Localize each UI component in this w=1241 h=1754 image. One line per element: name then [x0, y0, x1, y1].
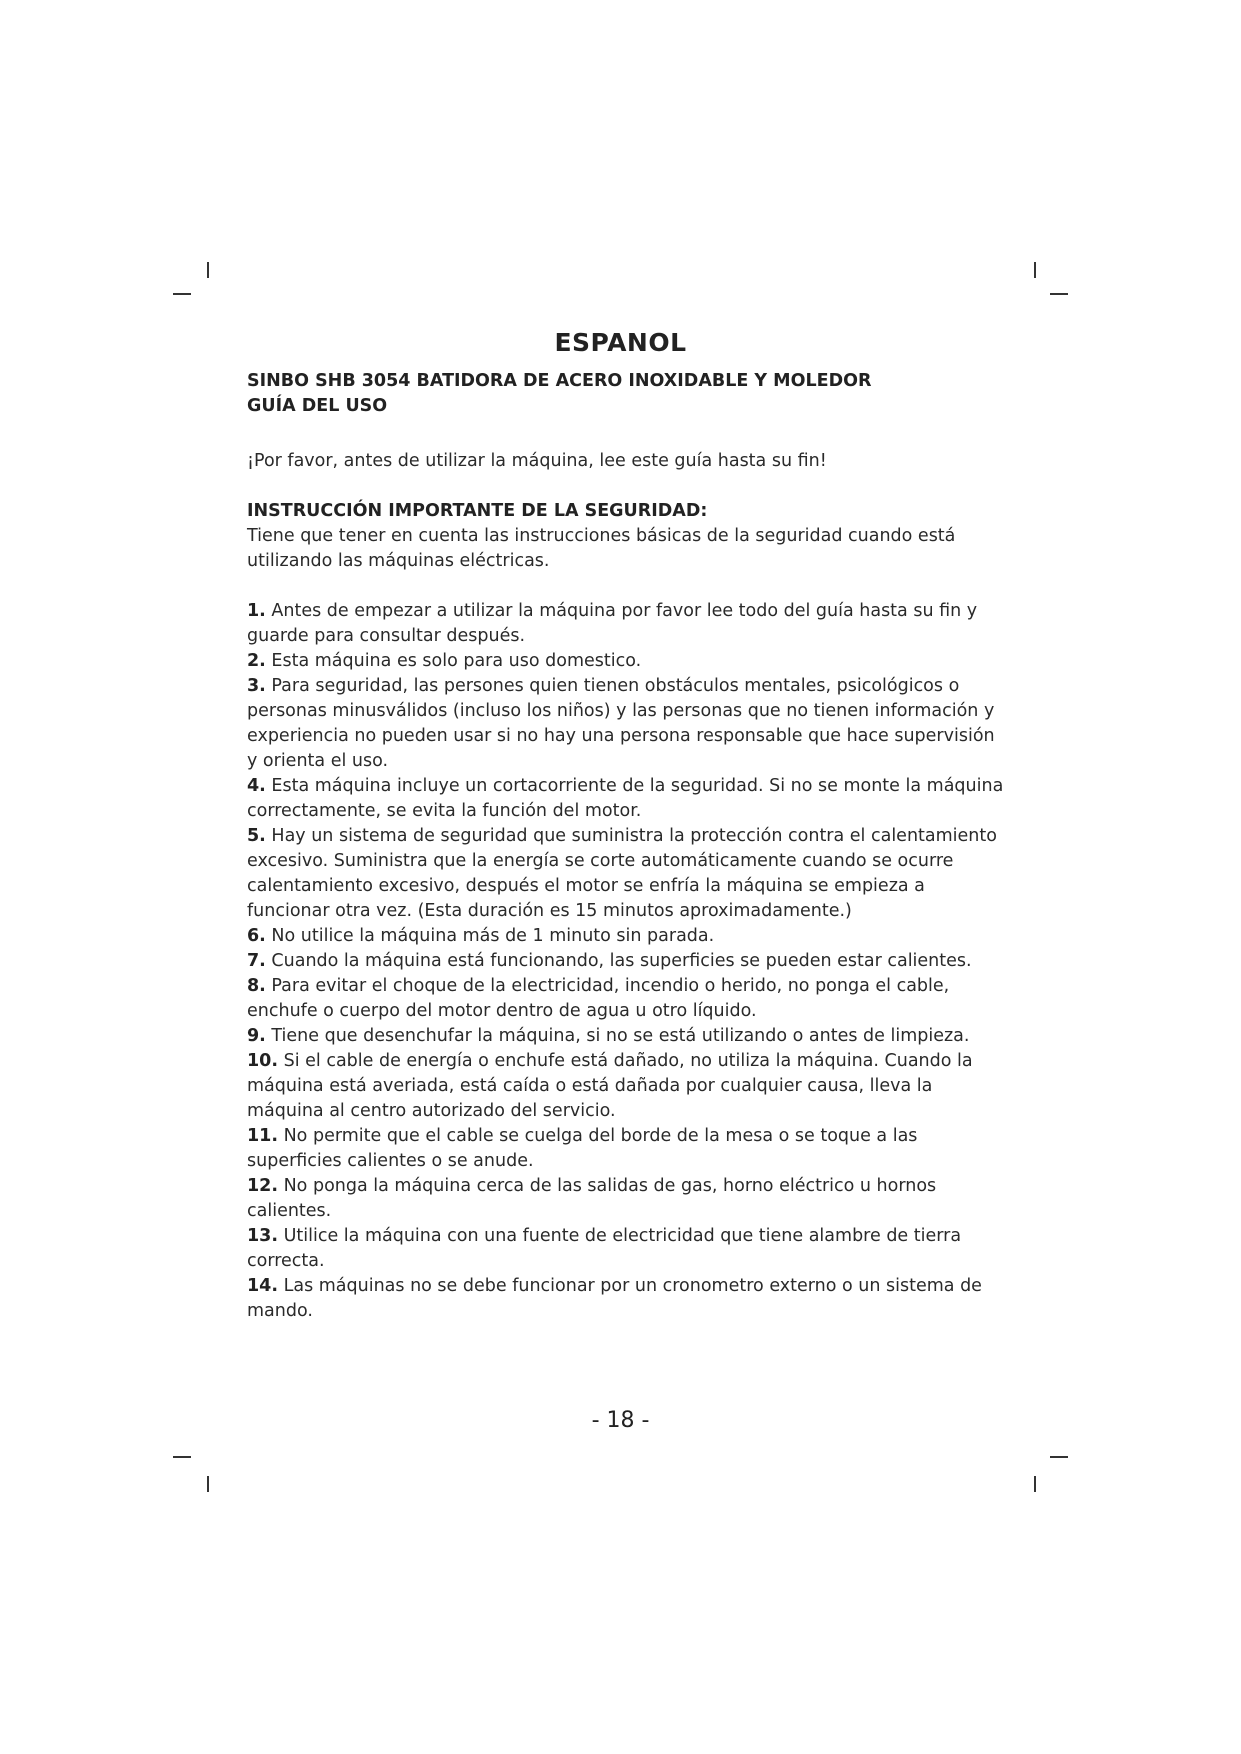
instruction-item	[247, 1024, 1007, 1049]
instruction-text: No permite que el cable se cuelga del borde de la mesa o se toque a las superficies calientes o se anude.	[247, 1126, 918, 1171]
instruction-item	[247, 674, 1007, 774]
instruction-number: 4.	[247, 776, 266, 796]
instruction-item	[247, 949, 1007, 974]
instruction-number: 6.	[247, 926, 266, 946]
instruction-number: 13.	[247, 1226, 279, 1246]
page-heading: ESPANOL	[554, 328, 687, 357]
instruction-text: Cuando la máquina está funcionando, las superficies se pueden estar calientes.	[271, 951, 972, 971]
instruction-text: Hay un sistema de seguridad que suministra la protección contra el calentamiento excesivo. Suministra que la energía se corte automáticamente cuando se ocurre calentamiento excesivo, después el motor se enfría la máquina se empieza a funcionar otra vez. (Esta duración es 15 minutos aproximadamente.)	[247, 826, 997, 921]
instruction-list	[247, 599, 1007, 1324]
instruction-item	[247, 1124, 1007, 1174]
instruction-number: 7.	[247, 951, 266, 971]
instruction-text: Para evitar el choque de la electricidad, incendio o herido, no ponga el cable, enchufe o cuerpo del motor dentro de agua u otro líquido.	[247, 976, 950, 1021]
instruction-number: 5.	[247, 826, 266, 846]
instruction-number: 1.	[247, 601, 266, 621]
document-title-line-1: SINBO SHB 3054 BATIDORA DE ACERO INOXIDABLE Y MOLEDOR	[247, 371, 872, 391]
instruction-item	[247, 974, 1007, 1024]
instruction-item	[247, 649, 1007, 674]
crop-mark-top-left-vertical	[207, 262, 209, 278]
document-title	[247, 369, 1007, 419]
instruction-text: Las máquinas no se debe funcionar por un cronometro externo o un sistema de mando.	[247, 1276, 982, 1321]
instruction-number: 12.	[247, 1176, 279, 1196]
instruction-number: 2.	[247, 651, 266, 671]
crop-mark-top-right-vertical	[1034, 262, 1036, 278]
instruction-text: Esta máquina es solo para uso domestico.	[271, 651, 642, 671]
instruction-text: Tiene que desenchufar la máquina, si no se está utilizando o antes de limpieza.	[271, 1026, 970, 1046]
instruction-text: Antes de empezar a utilizar la máquina por favor lee todo del guía hasta su fin y guarde para consultar después.	[247, 601, 978, 646]
safety-text: Tiene que tener en cuenta las instrucciones básicas de la seguridad cuando está utilizando las máquinas eléctricas.	[247, 526, 956, 571]
instruction-item	[247, 1049, 1007, 1124]
crop-mark-bottom-left-horizontal	[173, 1456, 191, 1458]
instruction-number: 14.	[247, 1276, 279, 1296]
intro-text: ¡Por favor, antes de utilizar la máquina, lee este guía hasta su fin!	[247, 451, 827, 471]
instruction-item	[247, 774, 1007, 824]
instruction-item	[247, 1224, 1007, 1274]
instruction-item	[247, 599, 1007, 649]
crop-mark-top-left-horizontal	[173, 293, 191, 295]
instruction-number: 8.	[247, 976, 266, 996]
instruction-item	[247, 1174, 1007, 1224]
safety-heading: INSTRUCCIÓN IMPORTANTE DE LA SEGURIDAD:	[247, 501, 708, 521]
instruction-item	[247, 1274, 1007, 1324]
crop-mark-bottom-right-horizontal	[1050, 1456, 1068, 1458]
instruction-text: Esta máquina incluye un cortacorriente de la seguridad. Si no se monte la máquina correctamente, se evita la función del motor.	[247, 776, 1004, 821]
page-number: - 18 -	[591, 1408, 650, 1433]
instruction-text: Para seguridad, las persones quien tienen obstáculos mentales, psicológicos o personas minusválidos (incluso los niños) y las personas que no tienen información y experiencia no pueden usar si no hay una persona responsable que hace supervisión y orienta el uso.	[247, 676, 995, 771]
instruction-text: No utilice la máquina más de 1 minuto sin parada.	[271, 926, 715, 946]
document-title-line-2: GUÍA DEL USO	[247, 396, 388, 416]
instruction-number: 11.	[247, 1126, 279, 1146]
instruction-number: 3.	[247, 676, 266, 696]
crop-mark-top-right-horizontal	[1050, 293, 1068, 295]
instruction-number: 10.	[247, 1051, 279, 1071]
instruction-item	[247, 824, 1007, 924]
crop-mark-bottom-left-vertical	[207, 1476, 209, 1492]
instruction-item	[247, 924, 1007, 949]
instruction-text: Utilice la máquina con una fuente de electricidad que tiene alambre de tierra correcta.	[247, 1226, 962, 1271]
crop-mark-bottom-right-vertical	[1034, 1476, 1036, 1492]
instruction-text: No ponga la máquina cerca de las salidas de gas, horno eléctrico u hornos calientes.	[247, 1176, 937, 1221]
instruction-text: Si el cable de energía o enchufe está dañado, no utiliza la máquina. Cuando la máquina está averiada, está caída o está dañada por cualquier causa, lleva la máquina al centro autorizado del servicio.	[247, 1051, 973, 1121]
instruction-number: 9.	[247, 1026, 266, 1046]
page-content	[247, 369, 1007, 1324]
